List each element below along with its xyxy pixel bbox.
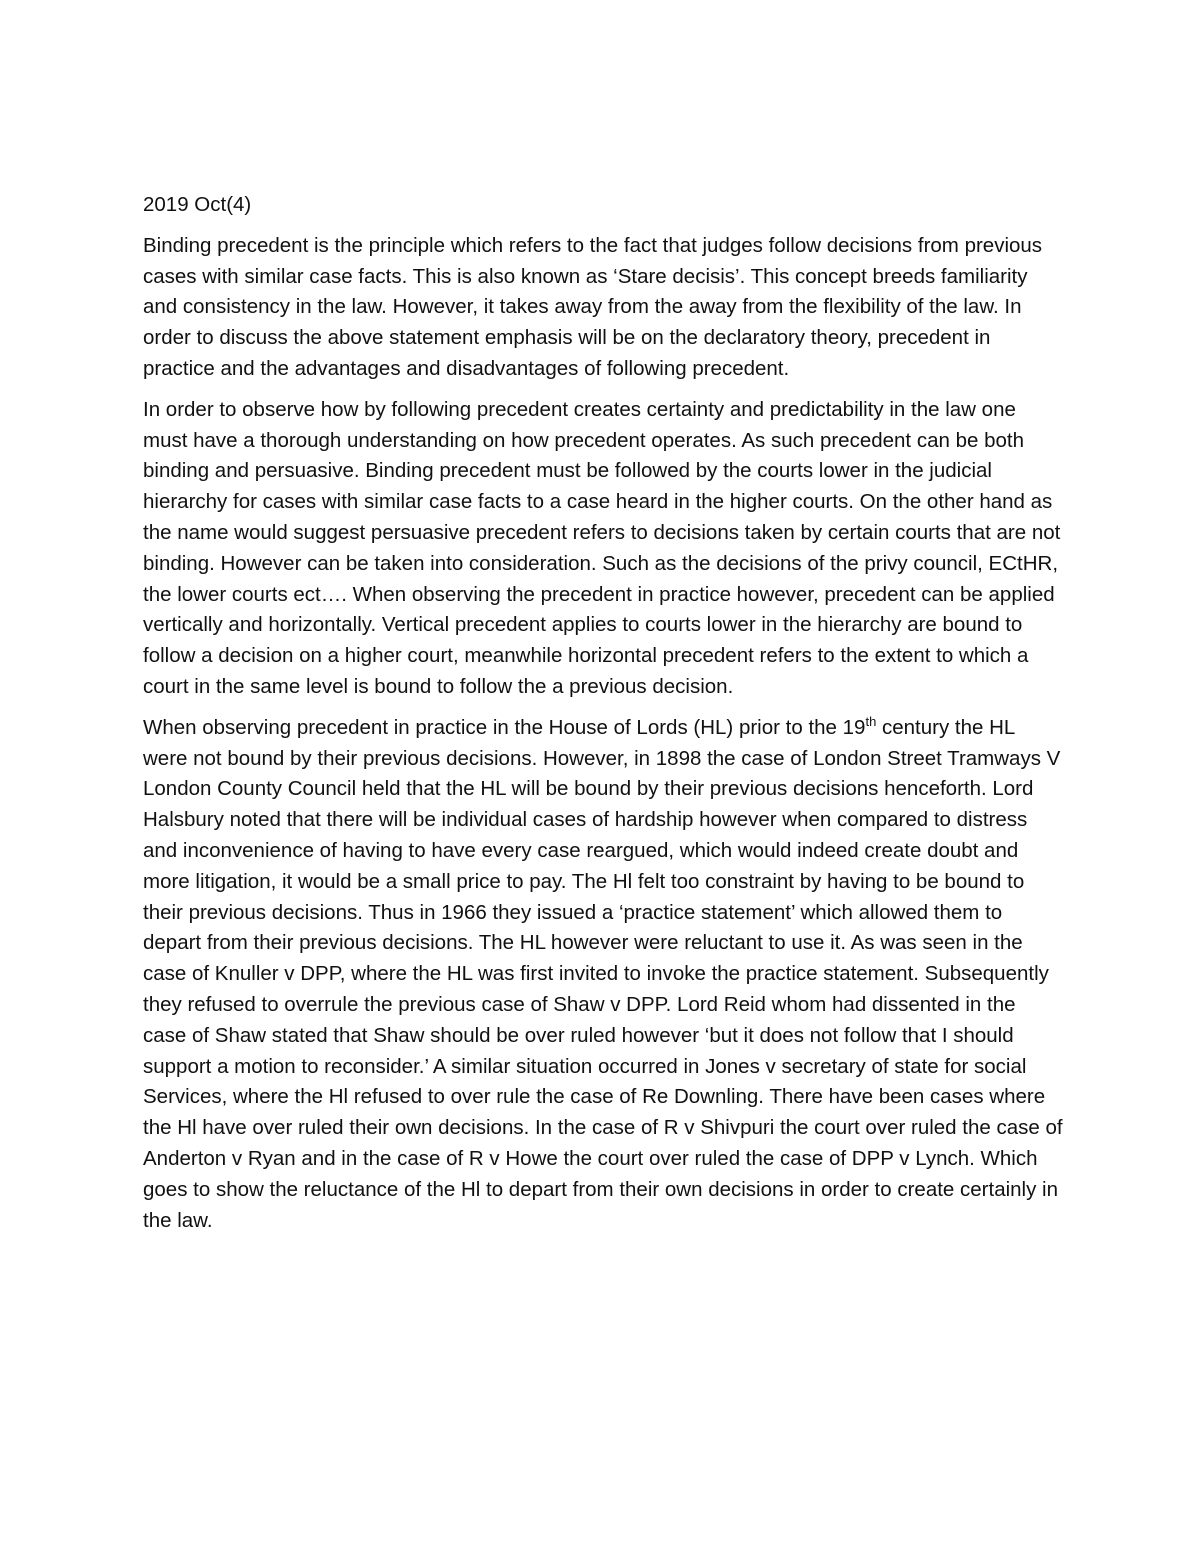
document-body <box>143 190 1063 1246</box>
paragraph-house-of-lords-text-b: century the HL were not bound by their previous decisions. However, in 1898 the case of London Street Tramways V London County Council held that the HL will be bound by their previous decisions henceforth. Lord Halsbury noted that there will be individual cases of hardship however when compared to distress and inconvenience of having to have every case reargued, which would indeed create doubt and more litigation, it would be a small price to pay. The Hl felt too constraint by having to be bound to their previous decisions. Thus in 1966 they issued a ‘practice statement’ which allowed them to depart from their previous decisions. The HL however were reluctant to use it. As was seen in the case of Knuller v DPP, where the HL was first invited to invoke the practice statement. Subsequently they refused to overrule the previous case of Shaw v DPP. Lord Reid whom had dissented in the case of Shaw stated that Shaw should be over ruled however ‘but it does not follow that I should support a motion to reconsider.’ A similar situation occurred in Jones v secretary of state for social Services, where the Hl refused to over rule the case of Re Downling. There have been cases where the Hl have over ruled their own decisions. In the case of R v Shivpuri the court over ruled the case of Anderton v Ryan and in the case of R v Howe the court over ruled the case of DPP v Lynch. Which goes to show the reluctance of the Hl to depart from their own decisions in order to create certainly in the law. <box>143 715 1063 1232</box>
paragraph-intro: Binding precedent is the principle which refers to the fact that judges follow decisions from previous cases with similar case facts. This is also known as ‘Stare decisis’. This concept breeds familiarity and consistency in the law. However, it takes away from the away from the flexibility of the law. In order to discuss the above statement emphasis will be on the declaratory theory, precedent in practice and the advantages and disadvantages of following precedent. <box>143 233 1043 380</box>
paragraph-precedent-operation: In order to observe how by following precedent creates certainty and predictability in the law one must have a thorough understanding on how precedent operates. As such precedent can be both binding and persuasive. Binding precedent must be followed by the courts lower in the judicial hierarchy for cases with similar case facts to a case heard in the higher courts. On the other hand as the name would suggest persuasive precedent refers to decisions taken by certain courts that are not binding. However can be taken into consideration. Such as the decisions of the privy council, ECtHR, the lower courts ect…. When observing the precedent in practice however, precedent can be applied vertically and horizontally. Vertical precedent applies to courts lower in the hierarchy are bound to follow a decision on a higher court, meanwhile horizontal precedent refers to the extent to which a court in the same level is bound to follow the a previous decision. <box>143 397 1061 698</box>
paragraph-house-of-lords-text-a: When observing precedent in practice in the House of Lords (HL) prior to the 19 <box>143 715 866 739</box>
document-heading: 2019 Oct(4) <box>143 193 252 216</box>
ordinal-superscript: th <box>865 713 877 729</box>
paragraph-house-of-lords <box>143 713 1063 1237</box>
